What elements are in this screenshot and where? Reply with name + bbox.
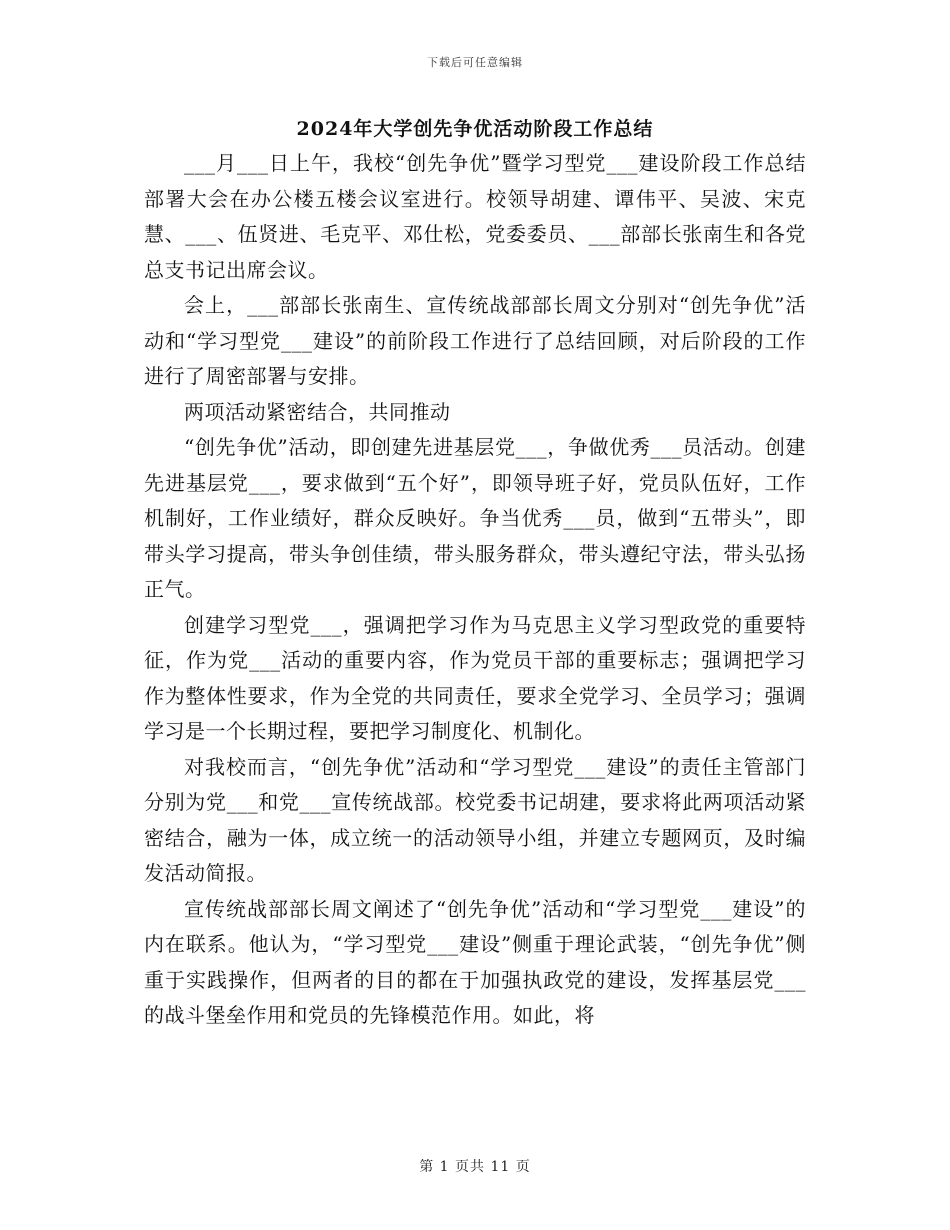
paragraph-7: 宣传统战部部长周文阐述了“创先争优”活动和“学习型党___建设”的内在联系。他认为，“学习型党___建设”侧重于理论武装，“创先争优”侧重于实践操作，但两者的目的都在于加强执政党的建设，发挥基层党___的战斗堡垒作用和党员的先锋模范作用。如此，将 [144, 896, 806, 1027]
paragraph-1: ___月___日上午，我校“创先争优”暨学习型党___建设阶段工作总结部署大会在办公楼五楼会议室进行。校领导胡建、谭伟平、吴波、宋克慧、___、伍贤进、毛克平、邓仕松，党委委员、___部部长张南生和各党总支书记出席会议。 [144, 151, 806, 282]
paragraph-3: 两项活动紧密结合，共同推动 [184, 399, 451, 424]
paragraph-2: 会上，___部部长张南生、宣传统战部部长周文分别对“创先争优”活动和“学习型党___建设”的前阶段工作进行了总结回顾，对后阶段的工作进行了周密部署与安排。 [144, 293, 806, 388]
document-title: 2024年大学创先争优活动阶段工作总结 [296, 118, 654, 140]
page-header-note: 下载后可任意编辑 [427, 56, 523, 69]
paragraph-6: 对我校而言，“创先争优”活动和“学习型党___建设”的责任主管部门分别为党___和党___宣传统战部。校党委书记胡建，要求将此两项活动紧密结合，融为一体，成立统一的活动领导小组，并建立专题网页，及时编发活动简报。 [144, 754, 806, 885]
paragraph-5: 创建学习型党___，强调把学习作为马克思主义学习型政党的重要特征，作为党___活动的重要内容，作为党员干部的重要标志；强调把学习作为整体性要求，作为全党的共同责任，要求全党学习、全员学习；强调学习是一个长期过程，要把学习制度化、机制化。 [144, 612, 806, 743]
document-body [144, 146, 806, 1034]
page-footer-number: 第 1 页共 11 页 [419, 1159, 531, 1175]
paragraph-4: “创先争优”活动，即创建先进基层党___，争做优秀___员活动。创建先进基层党___，要求做到“五个好”，即领导班子好，党员队伍好，工作机制好，工作业绩好，群众反映好。争当优秀___员，做到“五带头”，即带头学习提高，带头争创佳绩，带头服务群众，带头遵纪守法，带头弘扬正气。 [144, 435, 806, 601]
